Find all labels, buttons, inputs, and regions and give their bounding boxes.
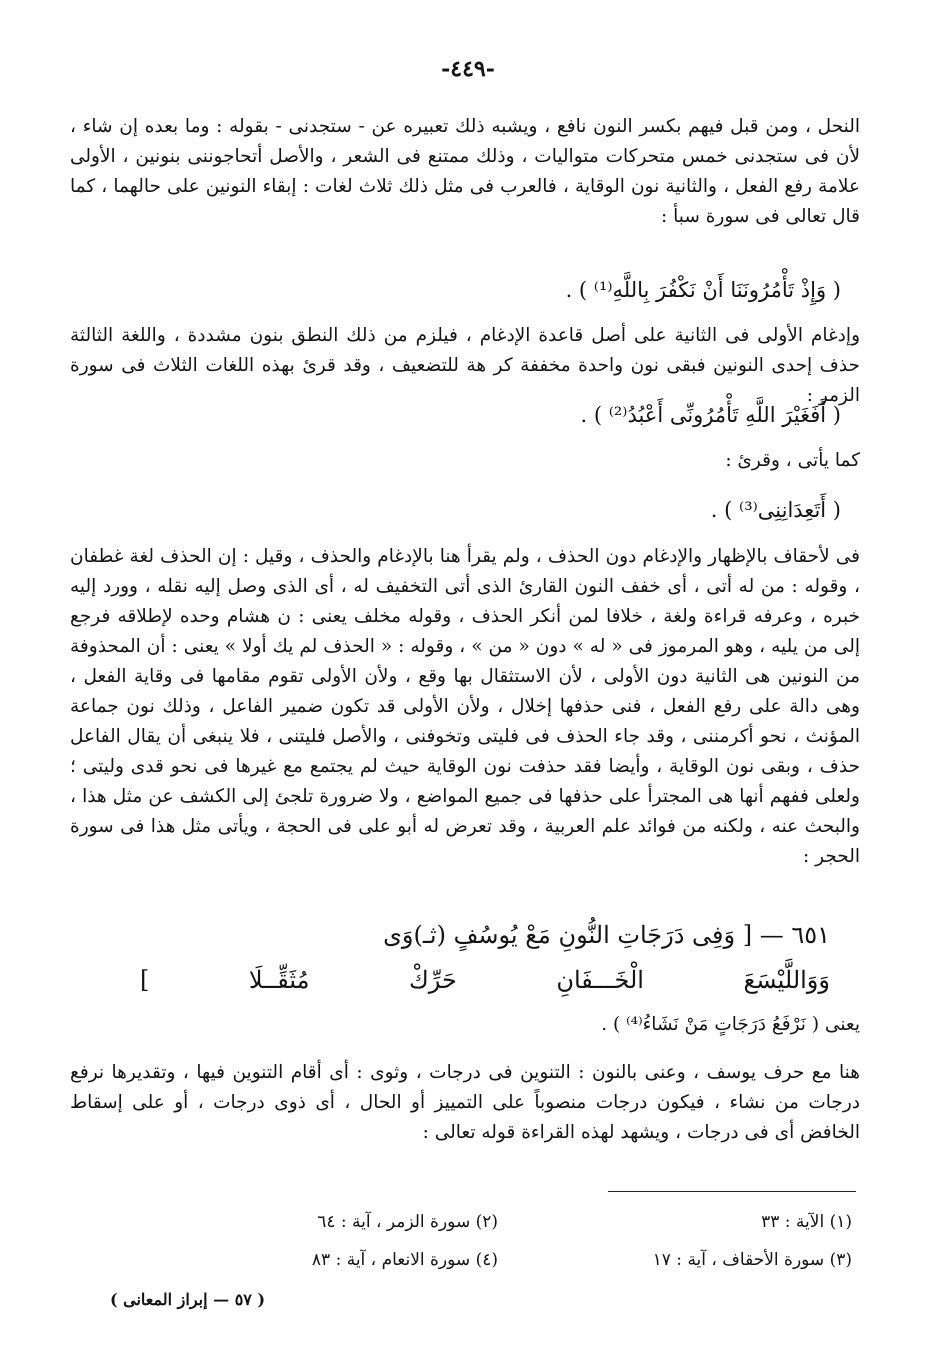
paragraph-3: كما يأتى ، وقرئ : [725,450,860,471]
quran-verse-3: ( أَتَعِدَانِنِى⁽³⁾ ) . [710,498,841,522]
paragraph-5: يعنى ( نَرْفَعُ دَرَجَاتٍ مَنْ نَشَاءُ⁽⁴⁾ ) . [601,1014,860,1035]
footnote-1: (١) الآية : ٣٣ [761,1212,852,1232]
paragraph-4: فى لأحقاف بالإظهار والإدغام دون الحذف ، ولم يقرأ هنا بالإدغام والحذف ، وقيل : إن الحذف لغة غطفان ، وقوله : من له أتى ، أى خفف النون القارئ الذى أتى التخفيف له ، أى الذى وصل إليه نقله ، وورد إليه خبره ، وعرفه قراءة ولغة ، خلافا لمن أنكر الحذف ، وقوله مخلف يعنى : ن هشام وحده لإطلاقه فرجع إلى من يليه ، وهو المرموز فى « له » دون « من » ، وقوله : « الحذف لم يك أولا » يعنى : أن المحذوفة من النونين هى الثانية دون الأولى ، لأن الاستثقال بها وقع ، ولأن الأولى تقوم مقامها فى وقاية الفعل ، وهى دالة على رفع الفعل ، فنى حذفها إخلال ، ولأن الأولى قد تكون ضمير الفاعل ، وذلك نون جماعة المؤنث ، نحو أكرمننى ، وقد جاء الحذف فى فليتى وتخوفنى ، والأصل فليتنى ، فلا ينبغى أن يقال الفاعل حذف ، وبقى نون الوقاية ، وأيضا فقد حذفت نون الوقاية حيث لم يجتمع مع غيرها فى نحو قدى وليتى ؛ ولعلى ففهم أنها هى المجترأ على حذفها فى جميع المواضع ، ولا ضرورة تلجئ إلى الكشف عن مثل هذا ، والبحث عنه ، ولكنه من فوائد علم العربية ، وقد تعرض له أبو على فى الحجة ، ويأتى مثل هذا فى سورة الحجر : [70,546,860,867]
paragraph-1: النحل ، ومن قبل فيهم بكسر النون نافع ، ويشبه ذلك تعبيره عن - ستجدنى - بقوله : وما بعده إن شاء ، لأن فى ستجدنى خمس متحركات متواليات ، وذلك ممتنع فى الشعر ، والأصل أتحاجوننى بنونين ، الأولى علامة رفع الفعل ، والثانية نون الوقاية ، فالعرب فى مثل ذلك ثلاث لغات : إبقاء النونين على حالهما ، كما قال تعالى فى سورة سبأ : [70,116,860,227]
quran-verse-2: ( أَفَغَيْرَ اللَّهِ تَأْمُرُونِّى أَعْبُدُ⁽²⁾ ) . [580,403,841,427]
page-number: -٤٤٩- [441,56,495,82]
paragraph-2: وإدغام الأولى فى الثانية على أصل قاعدة الإدغام ، فيلزم من ذلك النطق بنون مشددة ، واللغة الثالثة حذف إحدى النونين فبقى نون واحدة مخففة كر هة للتضعيف ، وقد قرئ بهذه اللغات الثلاث فى سورة الزمر : [70,325,860,406]
quran-verse-1: ( وَإِذْ تَأْمُرُونَنَا أَنْ نَكْفُرَ بِاللَّهِ⁽¹⁾ ) . [565,278,841,302]
footnote-3: (٣) سورة الأحقاف ، آية : ١٧ [652,1250,852,1270]
poem-verse-line-2: وَوَاللَّيْسَعَ الْخَـــفَانِ حَرِّكْ مُثَقِّــلَا ] [140,966,830,994]
signature-mark: ( ٥٧ — إبراز المعانى ) [110,1290,266,1309]
footnote-4: (٤) سورة الانعام ، آية : ٨٣ [311,1250,498,1270]
footnote-divider [608,1191,856,1192]
paragraph-6: هنا مع حرف يوسف ، وعنى بالنون : التنوين فى درجات ، وثوى : أى أقام التنوين فيها ، وتقديرها نرفع درجات من نشاء ، فيكون درجات منصوباً على التمييز أو الحال ، أى ذوى درجات ، أو على إسقاط الخافض أى فى درجات ، ويشهد لهذه القراءة قوله تعالى : [70,1062,860,1143]
footnote-2: (٢) سورة الزمر ، آية : ٦٤ [317,1212,498,1232]
poem-verse-line-1: ٦٥١ — [ وَفِى دَرَجَاتِ النُّونِ مَعْ يُوسُفٍ (ثـ)وَى [383,921,830,949]
